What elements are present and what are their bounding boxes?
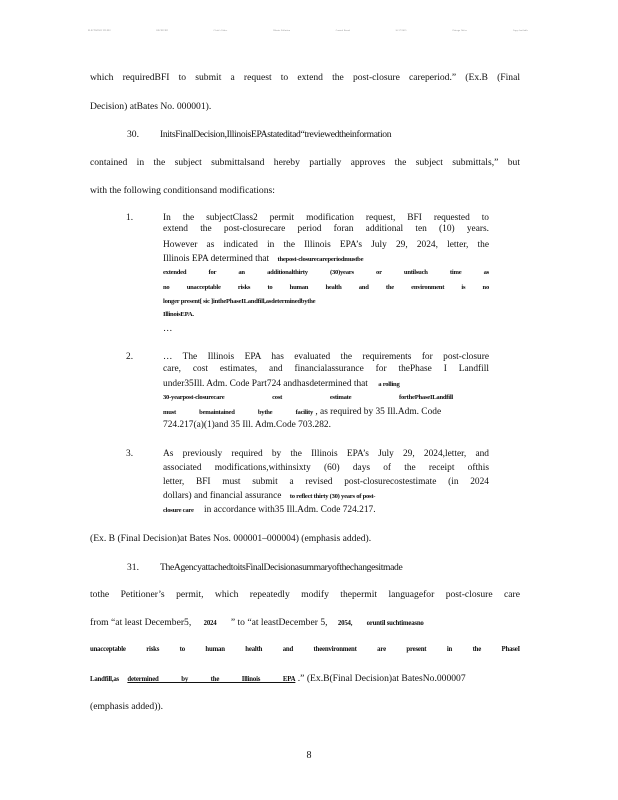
emphasized-line: 30-yearpost-closurecare cost estimate forthePhaseILandfill <box>163 394 453 401</box>
emphasized-text: closure care <box>163 507 194 514</box>
body-line: which requiredBFI to submit a request to extend the post-closure careperiod.” (Ex.B (Final <box>90 72 520 83</box>
quote-text: Illinois EPA determined that <box>163 254 270 264</box>
emphasized-text: Landfill,as <box>90 676 119 683</box>
header-item: RECEIVED <box>156 30 168 32</box>
body-text: .” (Ex.B(Final Decision)at BatesNo.000007 <box>297 673 466 684</box>
filing-stamp-header <box>88 30 528 36</box>
condition-number: 1. <box>126 213 134 223</box>
quote-line <box>163 505 489 516</box>
body-line <box>90 617 520 628</box>
body-text: from “at least December5, <box>90 617 192 628</box>
header-item: Control Board <box>335 30 350 32</box>
emphasized-text: thepost-closurecareperiodmustbe <box>277 256 364 263</box>
underlined-emphasized-text: determined by the Illinois EPA <box>127 676 296 683</box>
quote-line: associated modifications,withinsixty (60) days of the receipt ofthis <box>163 463 489 473</box>
quote-line: However as indicated in the Illinois EPA’s July 29, 2024, letter, the <box>163 240 489 250</box>
emphasized-line: no unacceptable risks to human health and the environment is no <box>163 284 489 291</box>
body-line: with the following conditionsand modifications: <box>90 185 275 196</box>
body-line: (emphasis added)). <box>90 701 163 712</box>
emphasized-text: a rolling <box>378 381 400 388</box>
body-line: Decision) atBates No. 000001). <box>90 101 212 112</box>
body-line: TheAgencyattachedtoitsFinalDecisionasummaryofthechangesitmade <box>160 562 403 573</box>
emphasized-text: must bemaintained bythe facility <box>163 409 313 416</box>
header-item: Clerk's Office <box>213 30 228 32</box>
quote-line <box>163 407 489 418</box>
quote-line: care, cost estimates, and financialassurance for thePhase I Landfill <box>163 364 489 374</box>
quote-line <box>163 491 489 502</box>
emphasized-line: IllinoisEPA. <box>163 311 194 318</box>
ellipsis: … <box>163 324 173 334</box>
header-item: 10/17/2025 <box>395 30 407 32</box>
condition-number: 3. <box>126 449 134 459</box>
quote-text: under35Ill. Adm. Code Part724 andhasdetermined that <box>163 379 368 389</box>
header-item: ELECTRONIC FILING <box>88 30 111 32</box>
page-number: 8 <box>306 750 312 761</box>
emphasized-text: to reflect thirty (30) years of post- <box>289 493 376 500</box>
header-item: Illinois Pollution <box>273 30 291 32</box>
emphasized-text: 2054, <box>337 620 353 627</box>
emphasized-line: unacceptable risks to human health and theenvironment are present in the PhaseI <box>90 646 520 653</box>
quote-line: As previously required by the Illinois EPA’s July 29, 2024,letter, and <box>163 449 489 459</box>
condition-number: 2. <box>126 352 134 362</box>
emphasized-line: extended for an additionalthirty (30)years or untilsuch time as <box>163 269 489 276</box>
body-line: tothe Petitioner’s permit, which repeatedly modify thepermit languagefor post-closure care <box>90 589 520 600</box>
quote-text: dollars) and financial assurance <box>163 491 282 501</box>
header-item: Chicago Office <box>452 30 468 32</box>
emphasized-text: oruntil suchtimeasno <box>366 620 424 627</box>
citation-line: (Ex. B (Final Decision)at Bates Nos. 000001–000004) (emphasis added). <box>90 533 372 544</box>
quote-line <box>163 379 489 390</box>
body-line: contained in the subject submittalsand hereby partially approves the subject submittals,” but <box>90 157 520 168</box>
quote-line: … The Illinois EPA has evaluated the requirements for post-closure <box>163 352 489 362</box>
emphasized-text: 2024 <box>203 620 217 627</box>
quote-text: , as required by 35 Ill.Adm. Code <box>315 407 442 417</box>
quote-line: letter, BFI must submit a revised post-closurecostestimate (in 2024 <box>163 477 489 487</box>
quote-line: 724.217(a)(1)and 35 Ill. Adm.Code 703.282. <box>163 420 331 430</box>
header-item: Copy Available <box>512 30 528 32</box>
body-line: InitsFinalDecision,IllinoisEPAstateditad“treviewedtheinformation <box>160 129 392 140</box>
quote-line: In the subjectClass2 permit modification request, BFI requested to <box>163 213 489 223</box>
body-text: ” to “at leastDecember 5, <box>230 617 328 628</box>
paragraph-number: 31. <box>127 562 139 573</box>
quote-line <box>163 254 489 265</box>
quote-line: extend the post-closurecare period foran additional ten (10) years. <box>163 224 489 234</box>
emphasized-line: longer present[ sic ]inthePhaseILandfill,asdeterminedbythe <box>163 298 316 305</box>
paragraph-number: 30. <box>127 129 139 140</box>
quote-text: in accordance with35 Ill.Adm. Code 724.217. <box>203 505 376 515</box>
body-line <box>90 673 520 684</box>
